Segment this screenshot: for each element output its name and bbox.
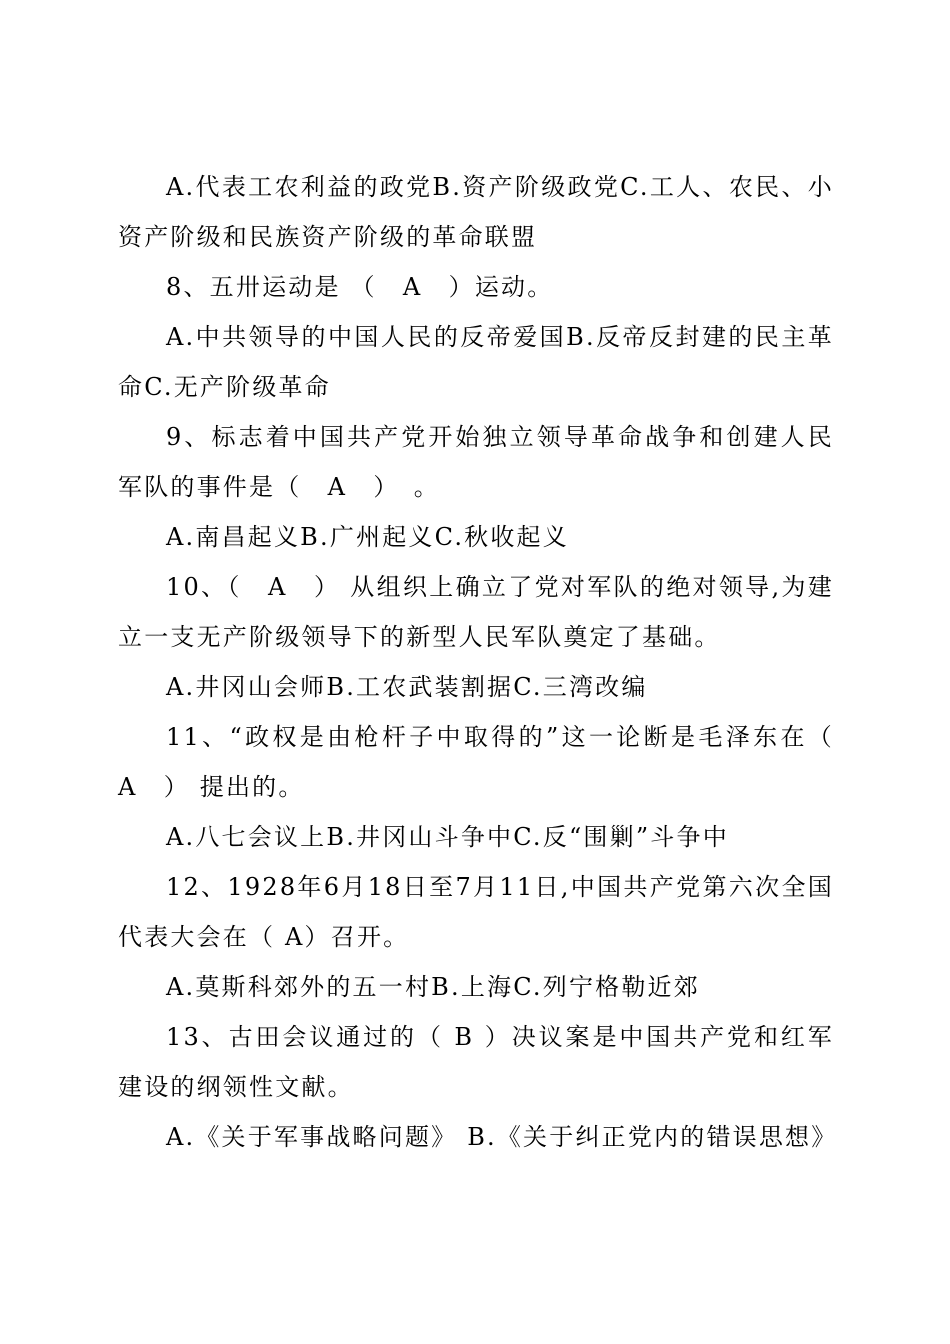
paragraph-q9: 9、标志着中国共产党开始独立领导革命战争和创建人民军队的事件是（ A ） 。 [118, 423, 834, 501]
paragraph-q8: 8、五卅运动是 （ A ）运动。 [166, 273, 554, 301]
paragraph-q12-options: A.莫斯科郊外的五一村B.上海C.列宁格勒近郊 [166, 973, 700, 1001]
paragraph-q9-options: A.南昌起义B.广州起义C.秋收起义 [166, 523, 569, 551]
paragraph-q7-options: A.代表工农利益的政党B.资产阶级政党C.工人、农民、小资产阶级和民族资产阶级的革命联盟 [118, 173, 834, 251]
paragraph-q12: 12、1928年6月18日至7月11日,中国共产党第六次全国代表大会在（ A）召开。 [118, 873, 834, 951]
paragraph-q10-options: A.井冈山会师B.工农武装割据C.三湾改编 [166, 673, 648, 701]
document-page [118, 162, 861, 1162]
paragraph-q10: 10、（ A ） 从组织上确立了党对军队的绝对领导,为建立一支无产阶级领导下的新型人民军队奠定了基础。 [118, 573, 834, 651]
paragraph-q11-options: A.八七会议上B.井冈山斗争中C.反“围剿”斗争中 [166, 823, 729, 851]
paragraph-q8-options: A.中共领导的中国人民的反帝爱国B.反帝反封建的民主革命C.无产阶级革命 [118, 323, 834, 401]
paragraph-q11: 11、“政权是由枪杆子中取得的”这一论断是毛泽东在（ A ） 提出的。 [118, 723, 861, 801]
paragraph-q13-options: A.《关于军事战略问题》 B.《关于纠正党内的错误思想》 [166, 1123, 838, 1151]
paragraph-q13: 13、古田会议通过的（ B ）决议案是中国共产党和红军建设的纲领性文献。 [118, 1023, 834, 1101]
